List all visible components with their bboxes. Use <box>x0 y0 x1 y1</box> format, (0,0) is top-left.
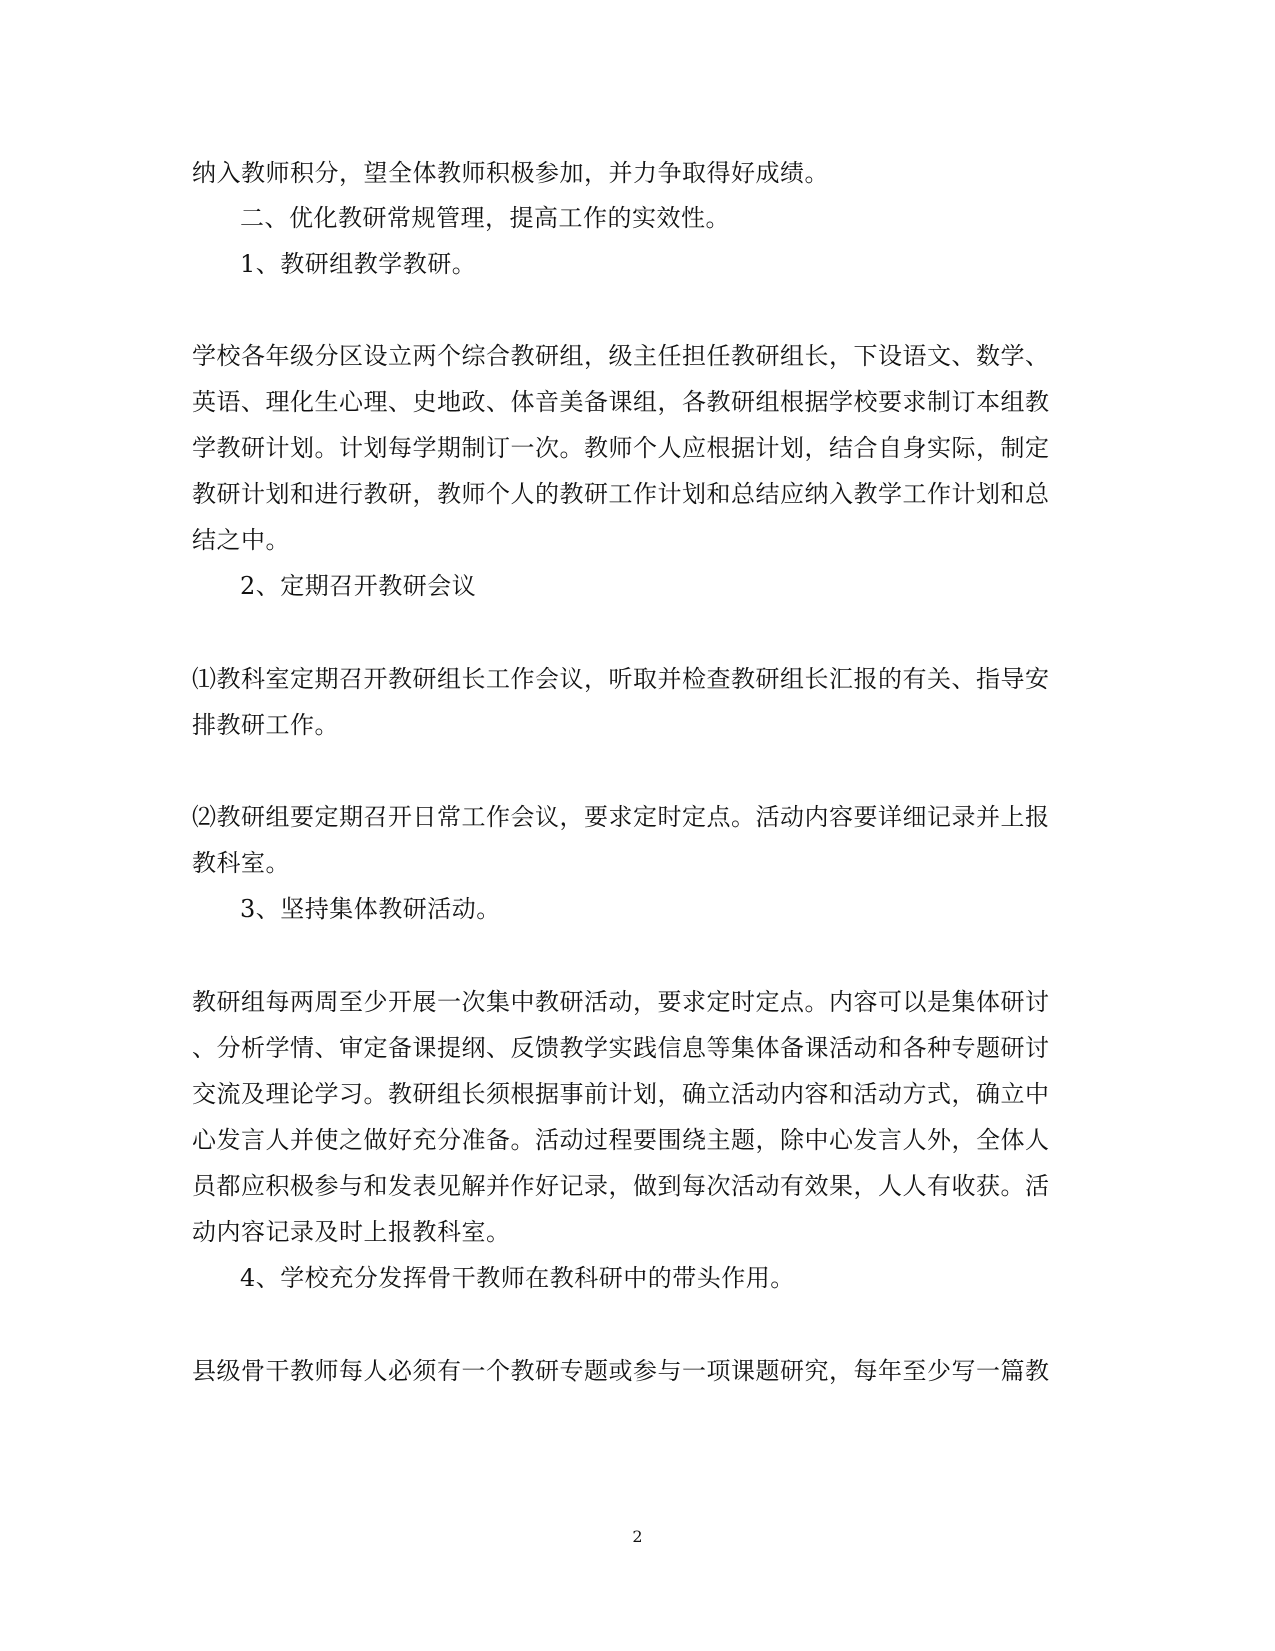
text-line: 排教研工作。 <box>192 711 339 739</box>
text-line: 结之中。 <box>192 526 290 554</box>
text-line: 教科室。 <box>192 849 290 877</box>
text-line: 交流及理论学习。教研组长须根据事前计划，确立活动内容和活动方式，确立中 <box>192 1080 1050 1108</box>
text-line: 学校各年级分区设立两个综合教研组，级主任担任教研组长，下设语文、数学、 <box>192 342 1050 370</box>
text-line: 动内容记录及时上报教科室。 <box>192 1218 511 1246</box>
section-heading: 二、优化教研常规管理，提高工作的实效性。 <box>240 204 730 232</box>
text-line: ⑴教科室定期召开教研组长工作会议，听取并检查教研组长汇报的有关、指导安 <box>192 665 1050 693</box>
page-number: 2 <box>632 1527 643 1546</box>
text-line: 县级骨干教师每人必须有一个教研专题或参与一项课题研究，每年至少写一篇教 <box>192 1357 1050 1385</box>
text-line: 纳入教师积分，望全体教师积极参加，并力争取得好成绩。 <box>192 159 829 187</box>
text-line: 教研计划和进行教研，教师个人的教研工作计划和总结应纳入教学工作计划和总 <box>192 480 1050 508</box>
subsection-heading: 2、定期召开教研会议 <box>240 572 477 600</box>
text-line: 教研组每两周至少开展一次集中教研活动，要求定时定点。内容可以是集体研讨 <box>192 988 1050 1016</box>
subsection-heading: 1、教研组教学教研。 <box>240 250 477 278</box>
subsection-heading: 4、学校充分发挥骨干教师在教科研中的带头作用。 <box>240 1264 795 1292</box>
text-line: 心发言人并使之做好充分准备。活动过程要围绕主题，除中心发言人外，全体人 <box>192 1126 1050 1154</box>
subsection-heading: 3、坚持集体教研活动。 <box>240 895 501 923</box>
text-line: 员都应积极参与和发表见解并作好记录，做到每次活动有效果，人人有收获。活 <box>192 1172 1050 1200</box>
text-line: 、分析学情、审定备课提纲、反馈教学实践信息等集体备课活动和各种专题研讨 <box>192 1034 1050 1062</box>
text-line: 学教研计划。计划每学期制订一次。教师个人应根据计划，结合自身实际，制定 <box>192 434 1050 462</box>
text-line: ⑵教研组要定期召开日常工作会议，要求定时定点。活动内容要详细记录并上报 <box>192 803 1050 831</box>
text-line: 英语、理化生心理、史地政、体音美备课组，各教研组根据学校要求制订本组教 <box>192 388 1050 416</box>
